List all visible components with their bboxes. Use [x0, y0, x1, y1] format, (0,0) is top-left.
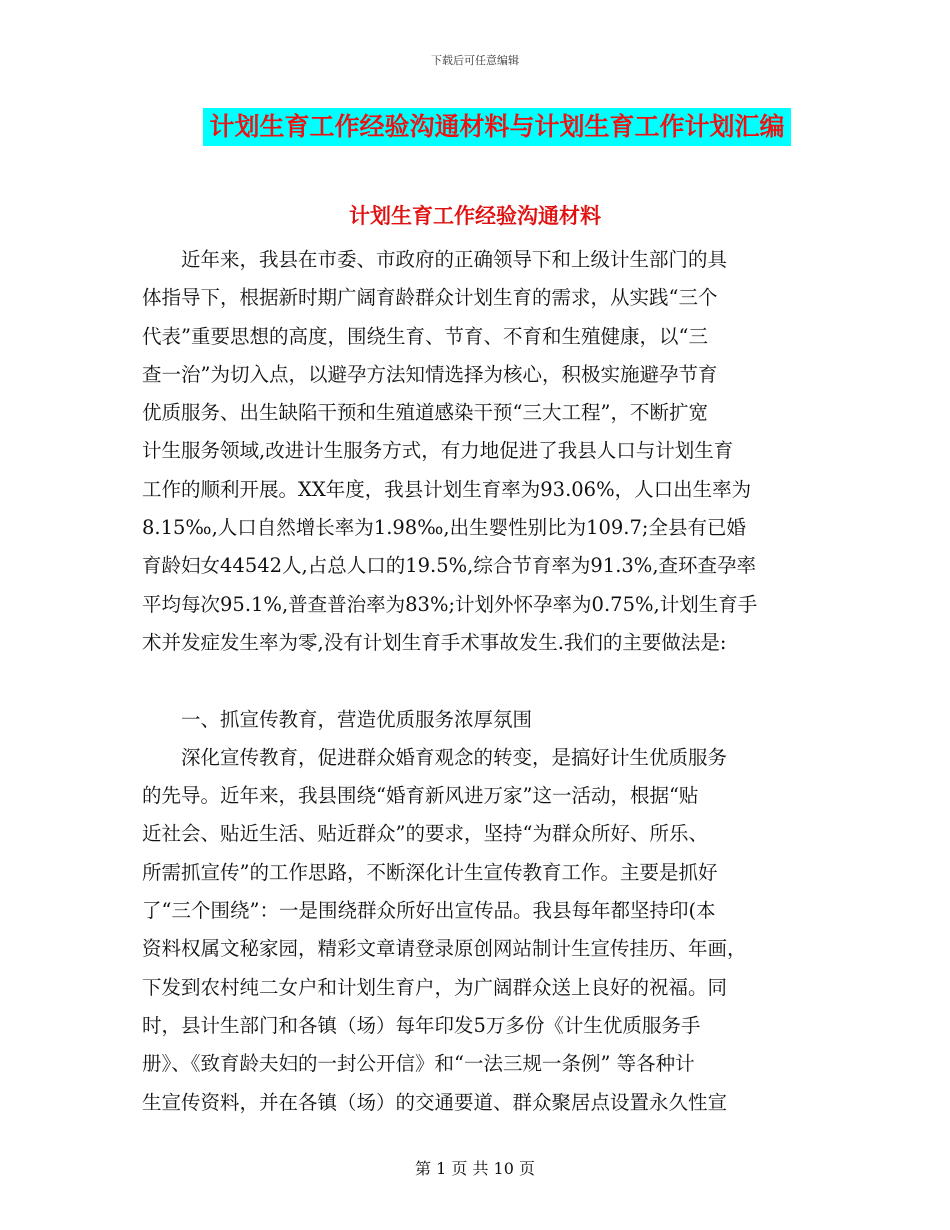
paragraph-line: 查一治”为切入点，以避孕方法知情选择为核心，积极实施避孕节育 [142, 362, 718, 386]
paragraph-line: 工作的顺利开展。XX年度，我县计划生育率为93.06%，人口出生率为 [142, 477, 752, 501]
paragraph-line: 体指导下，根据新时期广阔育龄群众计划生育的需求，从实践“三个 [142, 286, 718, 310]
page-footer: 第 1 页 共 10 页 [415, 1159, 535, 1178]
paragraph-line: 育龄妇女44542人,占总人口的19.5%,综合节育率为91.3%,查环查孕率 [142, 554, 757, 578]
paragraph-line: 代表”重要思想的高度，围绕生育、节育、不育和生殖健康，以“三 [142, 324, 708, 348]
paragraph-line: 近社会、贴近生活、贴近群众”的要求，坚持“为群众所好、所乐、 [142, 822, 708, 846]
paragraph-line: 计生服务领域,改进计生服务方式，有力地促进了我县人口与计划生育 [142, 439, 734, 463]
paragraph-line: 生宣传资料，并在各镇（场）的交通要道、群众聚居点设置永久性宣 [142, 1090, 728, 1114]
section-heading: 一、抓宣传教育，营造优质服务浓厚氛围 [181, 707, 533, 731]
paragraph-line: 深化宣传教育，促进群众婚育观念的转变，是搞好计生优质服务 [181, 745, 728, 769]
document-title: 计划生育工作经验沟通材料与计划生育工作计划汇编 [203, 108, 790, 146]
document-body [142, 241, 806, 1122]
paragraph-line: 术并发症发生率为零,没有计划生育手术事故发生.我们的主要做法是: [142, 630, 727, 654]
paragraph-line: 资料权属文秘家园，精彩文章请登录原创网站制计生宣传挂历、年画， [142, 937, 747, 961]
document-title-wrapper [0, 108, 950, 146]
paragraph-line: 优质服务、出生缺陷干预和生殖道感染干预“三大工程”，不断扩宽 [142, 401, 708, 425]
paragraph-line: 的先导。近年来，我县围绕“婚育新风进万家”这一活动，根据“贴 [142, 784, 699, 808]
paragraph-line: 所需抓宣传”的工作思路，不断深化计生宣传教育工作。主要是抓好 [142, 860, 718, 884]
header-note: 下载后可任意编辑 [431, 54, 519, 67]
paragraph-line: 册》、《致育龄夫妇的一封公开信》和“一法三规一条例” 等各种计 [142, 1052, 695, 1076]
paragraph-line: 8.15‰,人口自然增长率为1.98‰,出生婴性别比为109.7;全县有已婚 [142, 516, 746, 540]
paragraph-line: 下发到农村纯二女户和计划生育户，为广阔群众送上良好的祝福。同 [142, 975, 728, 999]
section-title: 计划生育工作经验沟通材料 [349, 204, 601, 228]
paragraph-gap [142, 662, 806, 700]
paragraph-line: 近年来，我县在市委、市政府的正确领导下和上级计生部门的具 [181, 248, 728, 271]
paragraph-line: 时，县计生部门和各镇（场）每年印发5万多份《计生优质服务手 [142, 1013, 701, 1037]
paragraph-line: 了“三个围绕”：一是围绕群众所好出宣传品。我县每年都坚持印(本 [142, 899, 716, 923]
paragraph-line: 平均每次95.1%,普查普治率为83%;计划外怀孕率为0.75%,计划生育手 [142, 592, 758, 616]
